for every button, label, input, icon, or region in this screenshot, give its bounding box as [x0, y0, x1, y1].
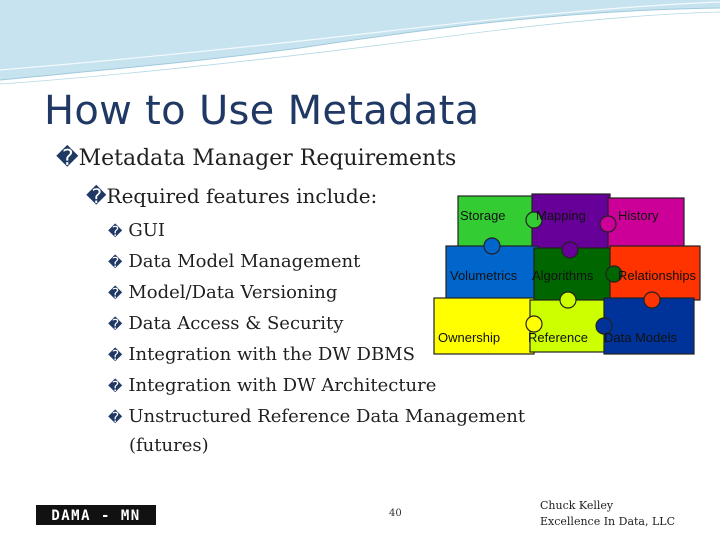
puzzle-graphic [428, 190, 718, 358]
feature-text: Data Model Management [128, 251, 361, 272]
puzzle-knob [644, 292, 660, 308]
puzzle-knob [600, 216, 616, 232]
bullet-level1-text: Metadata Manager Requirements [78, 146, 457, 171]
puzzle-label: Mapping [536, 208, 586, 223]
credit-name: Chuck Kelley [540, 499, 614, 512]
puzzle-label: Storage [460, 208, 506, 223]
feature-text: Data Access & Security [128, 313, 344, 334]
puzzle-label: Relationships [618, 268, 697, 283]
slide-title: How to Use Metadata [44, 88, 480, 134]
checkbox-bullet-icon: � [108, 379, 123, 395]
dama-mn-logo [36, 505, 156, 525]
header-decoration [0, 0, 720, 90]
bullet-level2 [86, 184, 377, 208]
puzzle-label: History [618, 208, 659, 223]
checkbox-bullet-icon: � [108, 348, 123, 364]
puzzle-piece [608, 198, 684, 248]
feature-text: GUI [128, 220, 166, 241]
page-number: 40 [389, 508, 402, 519]
puzzle-label: Ownership [438, 330, 501, 345]
list-item [108, 371, 548, 402]
checkbox-bullet-icon: � [108, 317, 123, 333]
checkbox-bullet-icon: � [108, 286, 123, 302]
feature-text: Integration with the DW DBMS [128, 344, 415, 365]
bullet-level1 [56, 146, 456, 171]
puzzle-label: Reference [528, 330, 588, 345]
checkbox-bullet-icon: � [108, 224, 123, 240]
bullet-glyph: � [86, 184, 107, 208]
puzzle-piece [434, 298, 534, 354]
bullet-glyph: � [56, 146, 79, 171]
list-item [108, 402, 548, 459]
checkbox-bullet-icon: � [108, 410, 123, 426]
feature-text: Integration with DW Architecture [128, 375, 437, 396]
puzzle-knob [484, 238, 500, 254]
puzzle-knob [560, 292, 576, 308]
bullet-level2-text: Required features include: [106, 184, 378, 208]
puzzle-label: Data Models [604, 330, 677, 345]
logo-text: DAMA - MN [51, 508, 141, 524]
puzzle-label: Volumetrics [450, 268, 518, 283]
puzzle-knob [562, 242, 578, 258]
puzzle-label: Algorithms [532, 268, 594, 283]
feature-text-continuation: (futures) [129, 435, 209, 456]
checkbox-bullet-icon: � [108, 255, 123, 271]
feature-text: Unstructured Reference Data Management [128, 406, 526, 427]
author-credit [540, 498, 675, 530]
credit-company: Excellence In Data, LLC [540, 515, 676, 528]
feature-text: Model/Data Versioning [128, 282, 338, 303]
